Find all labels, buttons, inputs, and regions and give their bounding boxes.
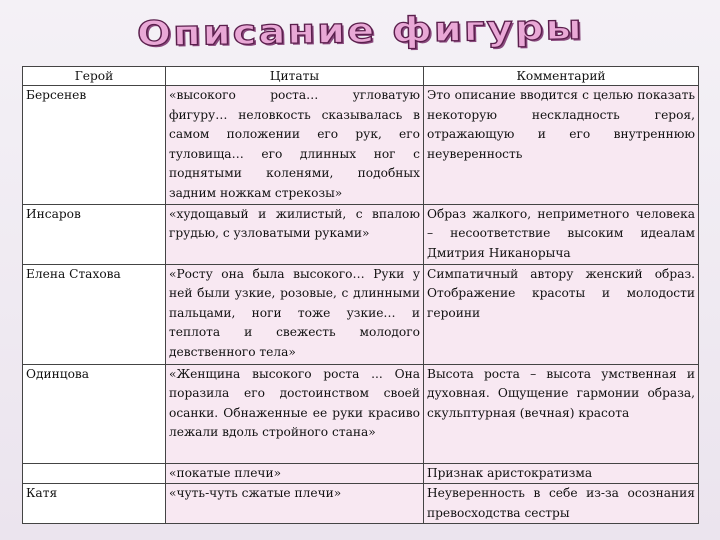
table-row <box>23 204 699 264</box>
quote-cell: «худощавый и жилистый, с впалою грудью, с узловатыми руками» <box>166 204 424 264</box>
hero-cell: Инсаров <box>23 204 166 264</box>
hero-cell <box>23 463 166 484</box>
page-title: Описание фигуры <box>136 8 584 54</box>
comment-cell: Это описание вводится с целью показать некоторую нескладность героя, отражающую и его внутреннюю неуверенность <box>424 86 699 205</box>
quote-cell: «высокого роста… угловатую фигуру… неловкость сказывалась в самом положении его рук, его туловища… его длинных ног с поднятыми коленями, подобных задним ножкам стрекозы» <box>166 86 424 205</box>
table-row <box>23 463 699 484</box>
header-quotes: Цитаты <box>166 67 424 86</box>
quote-cell: «покатые плечи» <box>166 463 424 484</box>
hero-cell: Елена Стахова <box>23 264 166 364</box>
table-row <box>23 264 699 364</box>
quote-cell: «Женщина высокого роста ... Она поразила его достоинством своей осанки. Обнаженные ее руки красиво лежали вдоль стройного стана» <box>166 364 424 463</box>
comment-cell: Высота роста – высота умственная и духовная. Ощущение гармонии образа, скульптурная (вечная) красота <box>424 364 699 463</box>
characters-table <box>22 66 699 524</box>
table-row <box>23 484 699 524</box>
comment-cell: Симпатичный автору женский образ. Отображение красоты и молодости героини <box>424 264 699 364</box>
quote-cell: «чуть-чуть сжатые плечи» <box>166 484 424 524</box>
comment-cell: Признак аристократизма <box>424 463 699 484</box>
table-row <box>23 86 699 205</box>
title-area <box>0 2 720 60</box>
table-header-row <box>23 67 699 86</box>
header-hero: Герой <box>23 67 166 86</box>
hero-cell: Берсенев <box>23 86 166 205</box>
hero-cell: Одинцова <box>23 364 166 463</box>
table-row <box>23 364 699 463</box>
comment-cell: Образ жалкого, неприметного человека – несоответствие высоким идеалам Дмитрия Никанорыча <box>424 204 699 264</box>
quote-cell: «Росту она была высокого… Руки у ней были узкие, розовые, с длинными пальцами, ноги тоже узкие… и теплота и свежесть молодого девственного тела» <box>166 264 424 364</box>
header-comment: Комментарий <box>424 67 699 86</box>
comment-cell: Неуверенность в себе из-за осознания превосходства сестры <box>424 484 699 524</box>
hero-cell: Катя <box>23 484 166 524</box>
